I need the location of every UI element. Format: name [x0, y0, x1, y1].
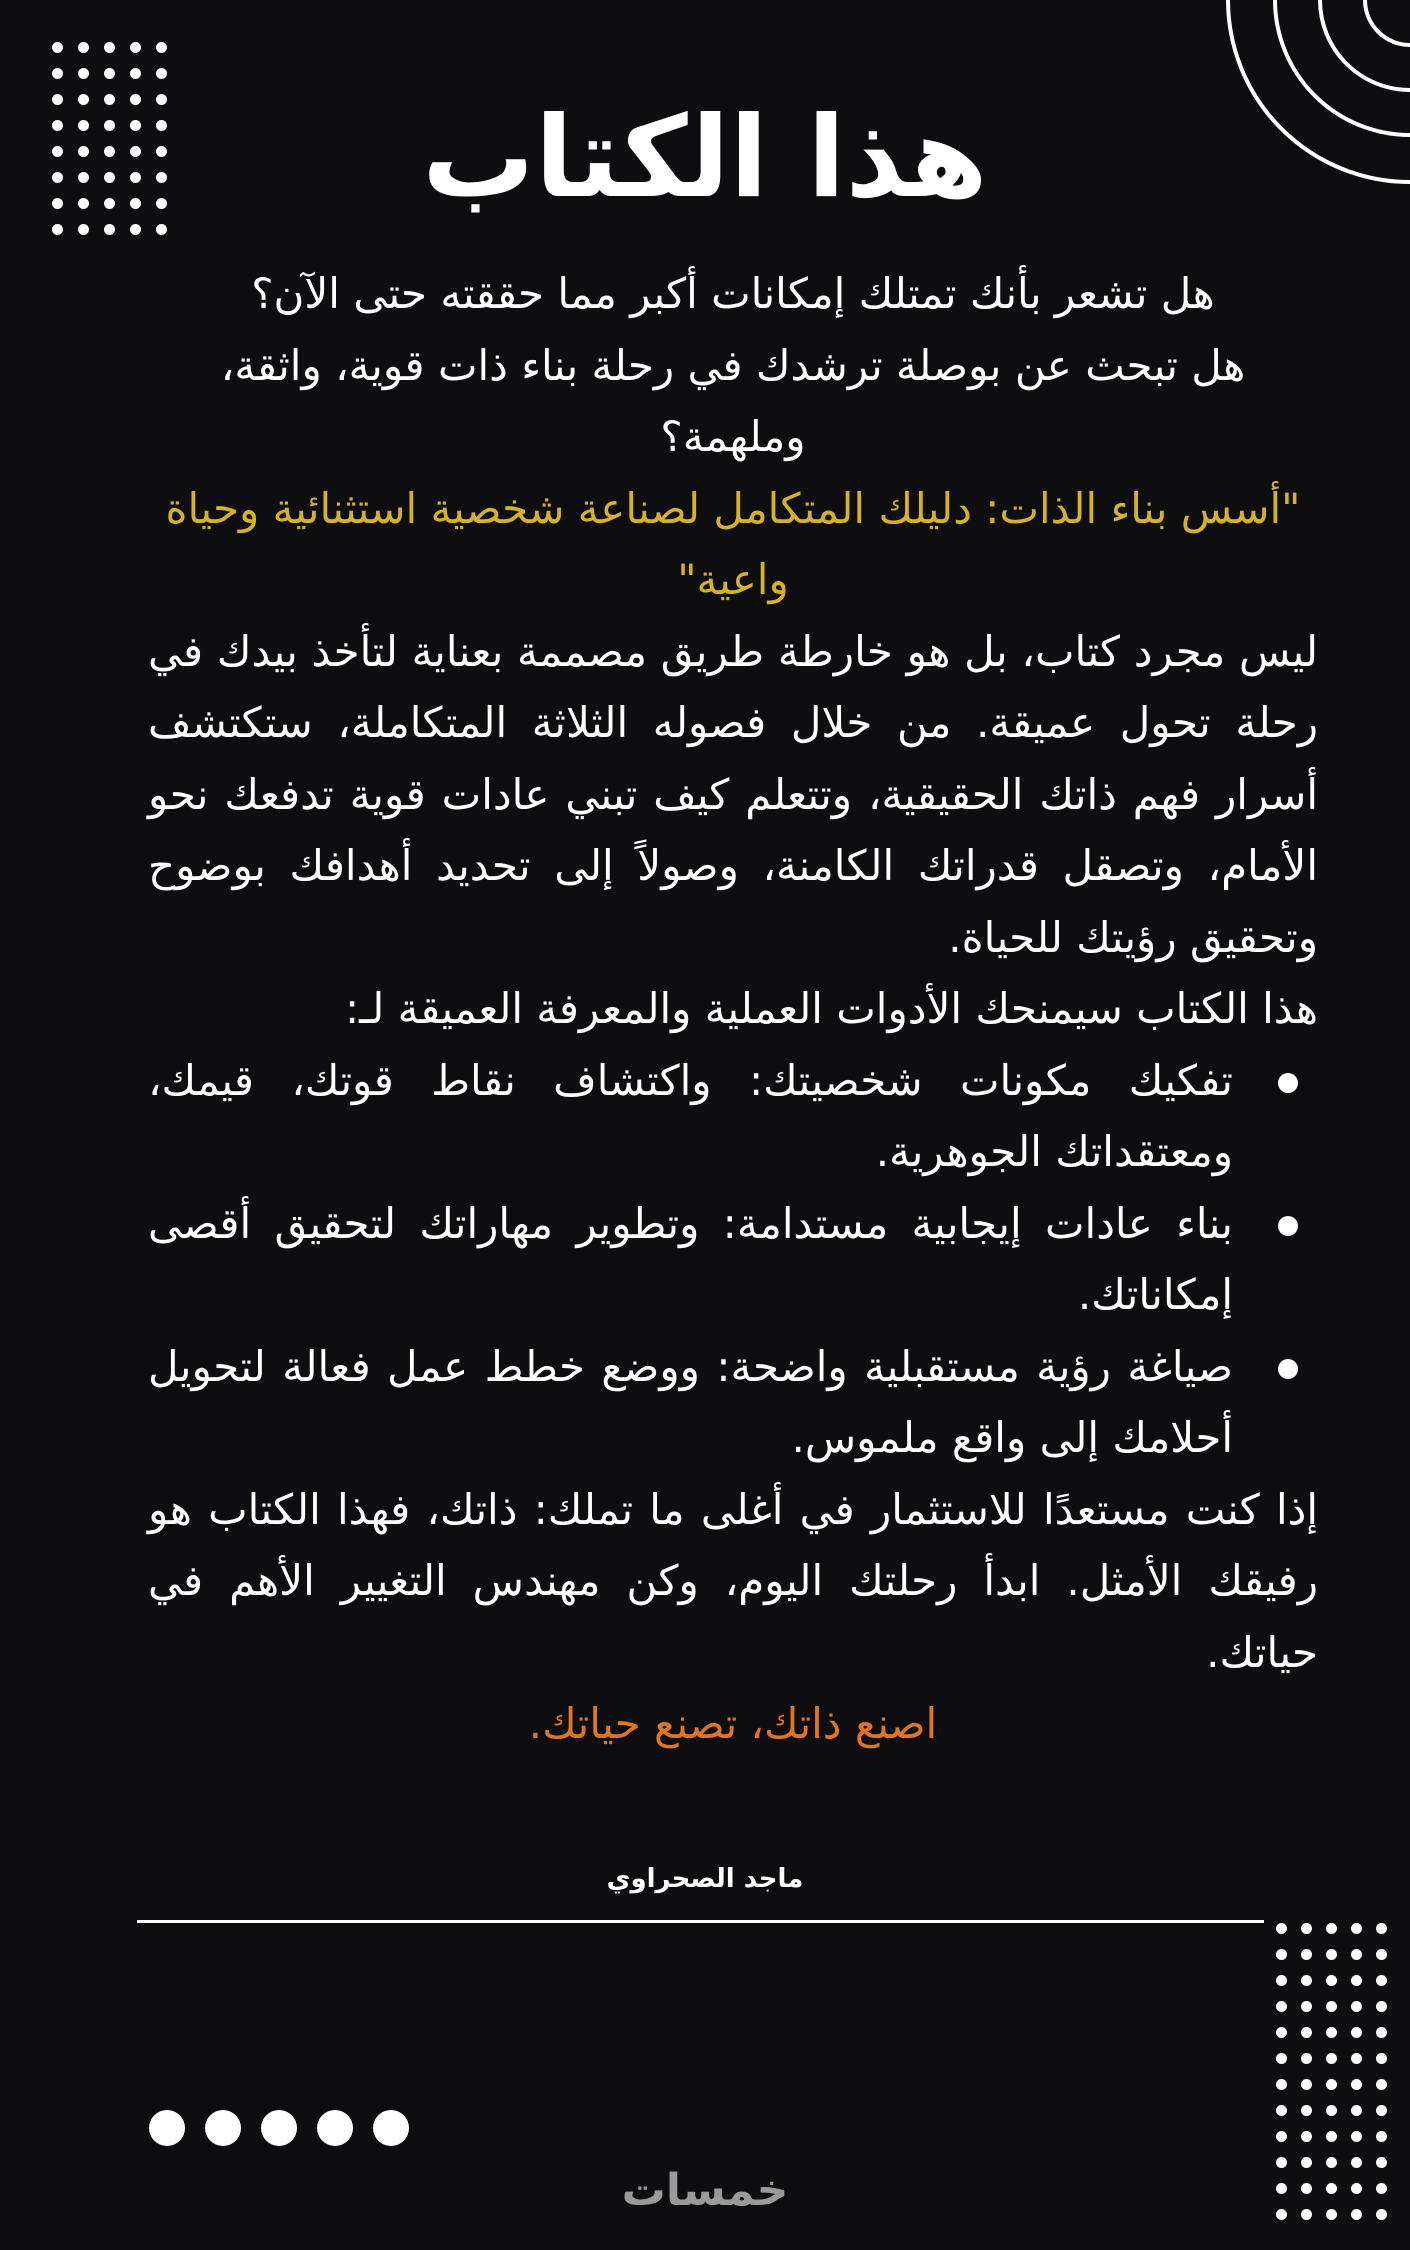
- dot: [1301, 1923, 1312, 1934]
- dot: [1351, 2105, 1362, 2116]
- dot: [1326, 1923, 1337, 1934]
- dot: [1326, 2183, 1337, 2194]
- dot: [1301, 2001, 1312, 2012]
- dot: [261, 2110, 297, 2146]
- dot: [1326, 2001, 1337, 2012]
- dot: [1301, 2027, 1312, 2038]
- dot: [1351, 2131, 1362, 2142]
- dot: [104, 42, 115, 53]
- dot: [1276, 2183, 1287, 2194]
- dot: [1351, 2079, 1362, 2090]
- dot: [1276, 2027, 1287, 2038]
- dot: [78, 68, 89, 79]
- dot: [1326, 2131, 1337, 2142]
- brand-watermark: خمسات: [621, 2165, 789, 2216]
- dot: [1276, 2105, 1287, 2116]
- dot: [1351, 2053, 1362, 2064]
- dot: [1326, 2105, 1337, 2116]
- tools-intro: هذا الكتاب سيمنحك الأدوات العملية والمعرفة العميقة لـ:: [345, 984, 1318, 1033]
- dot: [1351, 1975, 1362, 1986]
- dot: [1326, 2079, 1337, 2090]
- dot: [78, 42, 89, 53]
- list-item: بناء عادات إيجابية مستدامة: وتطوير مهاراتك لتحقيق أقصى إمكاناتك.: [148, 1188, 1318, 1331]
- book-name: "أسس بناء الذات: دليلك المتكامل لصناعة شخصية استثنائية وحياة واعية": [165, 483, 1301, 604]
- dot: [1351, 1923, 1362, 1934]
- dot: [1276, 2001, 1287, 2012]
- dot: [1326, 2053, 1337, 2064]
- dot: [104, 224, 115, 235]
- dot: [1351, 2157, 1362, 2168]
- dot: [1376, 2209, 1387, 2220]
- dot: [373, 2110, 409, 2146]
- dot: [1326, 1949, 1337, 1960]
- description-paragraph: ليس مجرد كتاب، بل هو خارطة طريق مصممة بعناية لتأخذ بيدك في رحلة تحول عميقة. من خلال فصوله الثلاثة المتكاملة، ستكتشف أسرار فهم ذاتك الحقيقية، وتتعلم كيف تبني عادات قوية تدفعك نحو الأمام، وتصقل قدراتك الكامنة، وصولاً إلى تحديد أهدافك بوضوح وتحقيق رؤيتك للحياة.: [148, 626, 1318, 962]
- list-item: صياغة رؤية مستقبلية واضحة: ووضع خطط عمل فعالة لتحويل أحلامك إلى واقع ملموس.: [148, 1331, 1318, 1474]
- dot: [130, 224, 141, 235]
- dot: [52, 42, 63, 53]
- dot: [1376, 2079, 1387, 2090]
- dot: [1326, 2209, 1337, 2220]
- dot: [1301, 2105, 1312, 2116]
- closing-paragraph: إذا كنت مستعدًا للاستثمار في أغلى ما تملك: ذاتك، فهذا الكتاب هو رفيقك الأمثل. ابدأ رحلتك اليوم، وكن مهندس التغيير الأهم في حياتك.: [148, 1484, 1318, 1677]
- dot: [1276, 2209, 1287, 2220]
- dot: [1326, 2027, 1337, 2038]
- dot: [104, 68, 115, 79]
- divider: [137, 1920, 1264, 1923]
- dot: [1276, 1975, 1287, 1986]
- dot: [52, 68, 63, 79]
- dot: [1376, 2053, 1387, 2064]
- dot: [205, 2110, 241, 2146]
- dot: [1301, 2183, 1312, 2194]
- dot: [1351, 2209, 1362, 2220]
- dot: [1326, 2157, 1337, 2168]
- dot: [1376, 2183, 1387, 2194]
- benefits-list: [148, 1045, 1318, 1474]
- intro-question-2: هل تبحث عن بوصلة ترشدك في رحلة بناء ذات قوية، واثقة، وملهمة؟: [220, 340, 1246, 461]
- dot: [1376, 2157, 1387, 2168]
- dot: [1376, 2105, 1387, 2116]
- dot: [1351, 2001, 1362, 2012]
- dot: [78, 224, 89, 235]
- dot: [1376, 2027, 1387, 2038]
- dot: [52, 224, 63, 235]
- dot: [1301, 2131, 1312, 2142]
- dot: [1276, 1923, 1287, 1934]
- dot: [156, 42, 167, 53]
- dot: [1326, 1975, 1337, 1986]
- dot: [130, 42, 141, 53]
- dot: [1301, 2079, 1312, 2090]
- author-name: ماجد الصحراوي: [606, 1864, 804, 1894]
- dot: [1376, 1975, 1387, 1986]
- list-item: تفكيك مكونات شخصيتك: واكتشاف نقاط قوتك، قيمك، ومعتقداتك الجوهرية.: [148, 1045, 1318, 1188]
- decorative-dot-grid-bottom-right: [1276, 1923, 1387, 2220]
- dot: [1376, 1923, 1387, 1934]
- dot: [156, 224, 167, 235]
- dot: [1376, 2131, 1387, 2142]
- dot: [1276, 2053, 1287, 2064]
- dot: [1276, 2131, 1287, 2142]
- dot: [1276, 1949, 1287, 1960]
- page-title: هذا الكتاب: [422, 93, 988, 223]
- dot: [317, 2110, 353, 2146]
- decorative-dot-row: [149, 2110, 409, 2146]
- dot: [1301, 2209, 1312, 2220]
- dot: [1351, 2027, 1362, 2038]
- dot: [1276, 2157, 1287, 2168]
- intro-question-1: هل تشعر بأنك تمتلك إمكانات أكبر مما حققته حتى الآن؟: [251, 269, 1215, 318]
- dot: [156, 68, 167, 79]
- dot: [1351, 1949, 1362, 1960]
- dot: [1301, 1949, 1312, 1960]
- dot: [1376, 2001, 1387, 2012]
- dot: [1376, 1949, 1387, 1960]
- dot: [149, 2110, 185, 2146]
- dot: [1301, 2157, 1312, 2168]
- dot: [1276, 2079, 1287, 2090]
- dot: [1301, 1975, 1312, 1986]
- slogan: اصنع ذاتك، تصنع حياتك.: [528, 1699, 938, 1748]
- dot: [1351, 2183, 1362, 2194]
- dot: [1301, 2053, 1312, 2064]
- dot: [130, 68, 141, 79]
- book-description: [148, 258, 1318, 1760]
